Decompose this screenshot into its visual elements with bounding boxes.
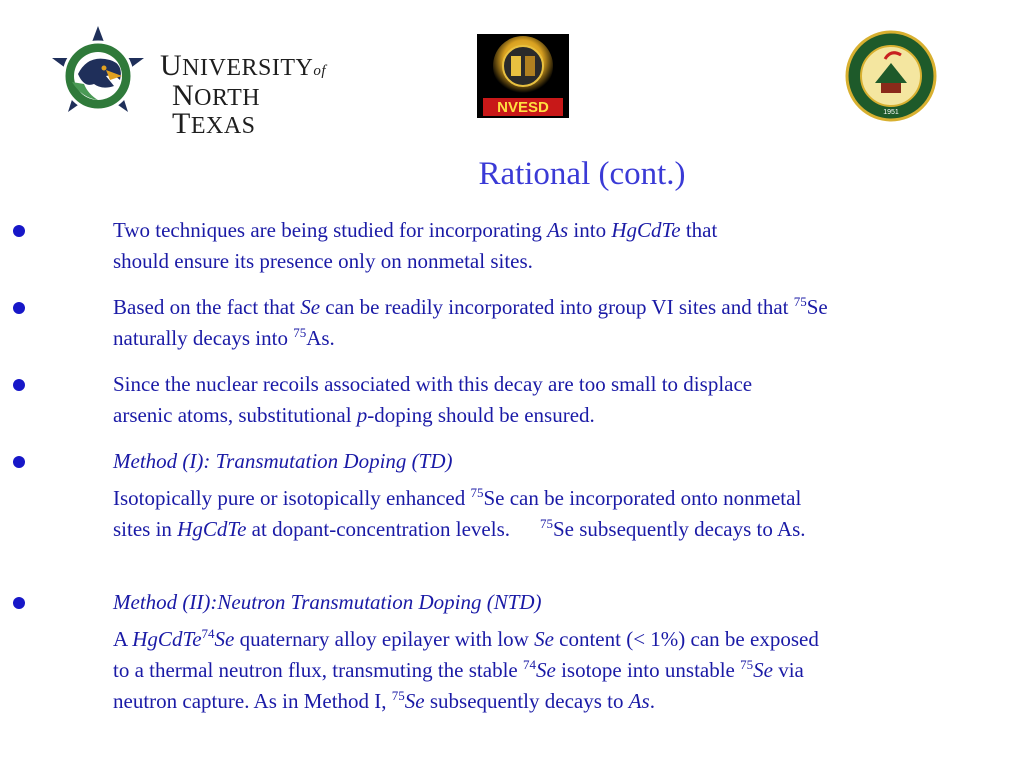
unt-letter: N [172, 79, 195, 112]
text-run: -doping should be ensured. [367, 403, 595, 427]
text-run: via [772, 658, 804, 682]
text-run: should ensure its presence only on nonmetal sites. [113, 249, 533, 273]
nvesd-logo [477, 34, 569, 118]
text-run: content (< 1%) can be exposed [553, 627, 819, 651]
superscript: 75 [740, 657, 754, 672]
text-run: can be readily incorporated into group VI sites and that [320, 295, 794, 319]
bullet-icon [13, 456, 25, 468]
unt-wordmark [160, 49, 338, 140]
text-run: sites in [113, 517, 178, 541]
unt-of: of [313, 63, 326, 79]
bullet-icon [13, 597, 25, 609]
superscript: 75 [470, 485, 484, 500]
unt-word: EXAS [190, 113, 256, 139]
text-run: isotope into unstable [555, 658, 741, 682]
text-run: Se [404, 689, 425, 713]
text-run: Se [753, 658, 773, 682]
text-run: HgCdTe [611, 218, 681, 242]
text-run: As. [306, 326, 335, 350]
text-run: As [547, 218, 569, 242]
text-run: that [680, 218, 718, 242]
text-run: Se subsequently decays to As. [553, 517, 806, 541]
text-run: As [628, 689, 650, 713]
method-heading: Method (II):Neutron Transmutation Doping (NTD) [113, 590, 542, 614]
method-heading: Method (I): Transmutation Doping (TD) [113, 449, 453, 473]
text-run: p [356, 403, 368, 427]
text-run: Isotopically pure or isotopically enhanced [113, 486, 471, 510]
text-run: A [113, 627, 133, 651]
text-run: subsequently decays to [424, 689, 629, 713]
text-run: quaternary alloy epilayer with low [234, 627, 535, 651]
unt-word: ORTH [194, 85, 261, 111]
text-run: Se [214, 627, 235, 651]
text-run: Se can be incorporated onto nonmetal [483, 486, 802, 510]
unt-word: NIVERSITY [182, 55, 314, 81]
bullet-icon [13, 379, 25, 391]
eagle-star-icon [48, 24, 158, 134]
text-run: into [568, 218, 612, 242]
text-run: Since the nuclear recoils associated with this decay are too small to displace [113, 372, 753, 396]
bullet-icon [13, 225, 25, 237]
text-run: Two techniques are being studied for incorporating [113, 218, 548, 242]
text-run: Based on the fact that [113, 295, 301, 319]
nvesd-label: NVESD [497, 99, 549, 116]
text-run: at dopant-concentration levels. [246, 517, 510, 541]
bullet-icon [13, 302, 25, 314]
army-seal-year: 1951 [883, 109, 899, 116]
text-run: Se [300, 295, 321, 319]
text-run: Se [534, 627, 554, 651]
slide-title: Rational (cont.) [478, 156, 686, 192]
text-run: . [649, 689, 655, 713]
army-research-seal [845, 27, 937, 125]
superscript: 75 [793, 294, 807, 309]
unt-letter: T [172, 107, 191, 140]
unt-logo [48, 24, 338, 140]
superscript: 75 [391, 688, 405, 703]
text-run: arsenic atoms, substitutional [113, 403, 357, 427]
superscript: 74 [522, 657, 536, 672]
text-run: HgCdTe [177, 517, 247, 541]
text-run: Se [806, 295, 828, 319]
text-run: HgCdTe [132, 627, 202, 651]
text-run: naturally decays into [113, 326, 294, 350]
superscript: 75 [293, 325, 307, 340]
superscript: 75 [540, 516, 553, 531]
text-run: Se [535, 658, 556, 682]
superscript: 74 [201, 626, 215, 641]
text-run: neutron capture. As in Method I, [113, 689, 392, 713]
logo-bar [0, 0, 1024, 140]
text-run: to a thermal neutron flux, transmuting the stable [113, 658, 523, 682]
unt-letter: U [160, 49, 183, 82]
